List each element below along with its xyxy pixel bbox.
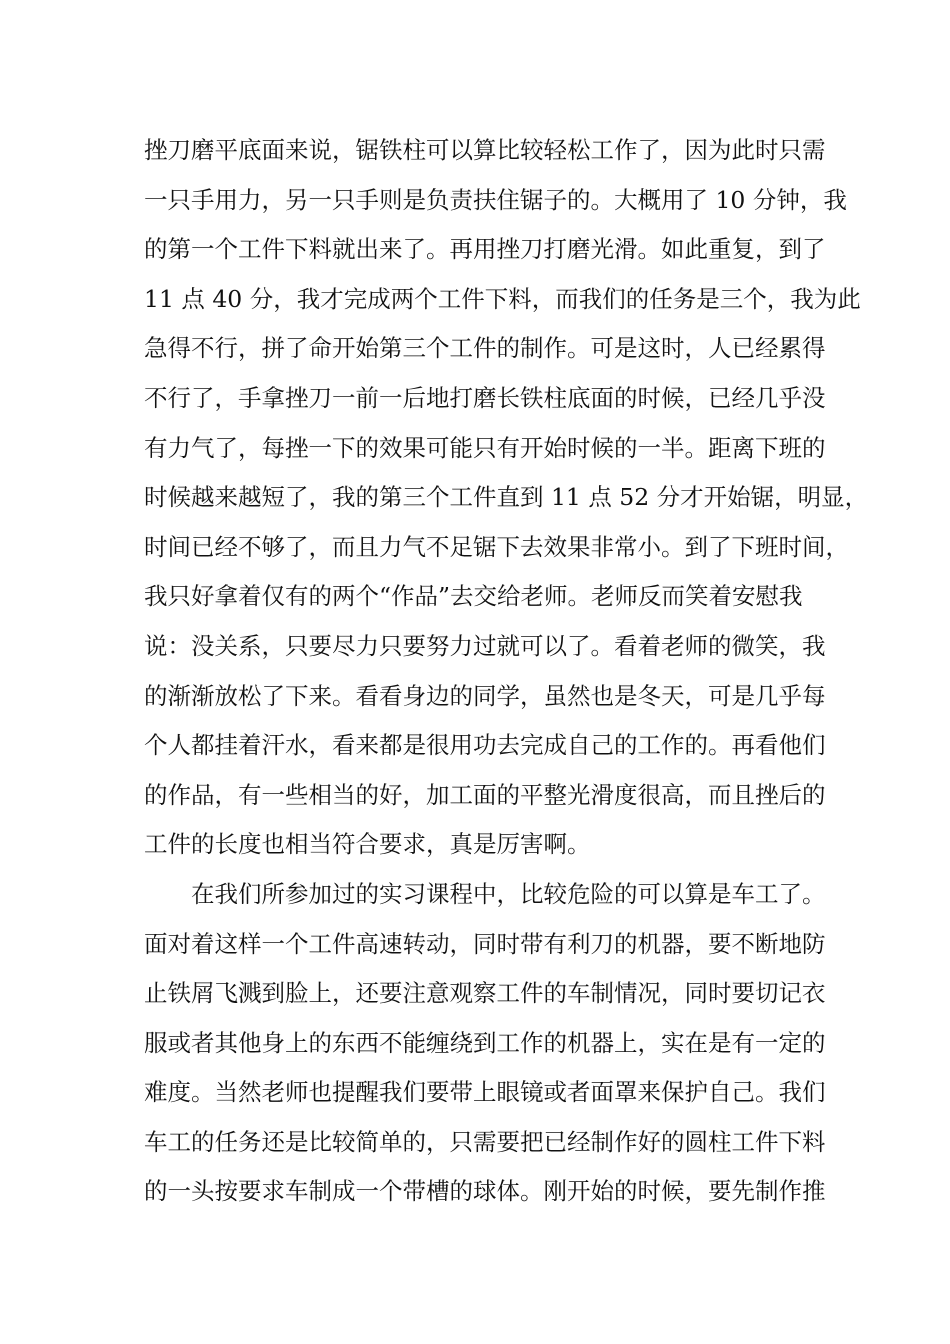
text-line: 我只好拿着仅有的两个“作品”去交给老师。老师反而笑着安慰我 — [144, 582, 803, 611]
text-line: 11 点 40 分，我才完成两个工件下料，而我们的任务是三个，我为此 — [144, 284, 861, 313]
text-line: 时间已经不够了，而且力气不足锯下去效果非常小。到了下班时间， — [144, 532, 849, 561]
text-line: 时候越来越短了，我的第三个工件直到 11 点 52 分才开始锯，明显， — [144, 483, 869, 512]
text-line: 的渐渐放松了下来。看看身边的同学，虽然也是冬天，可是几乎每 — [144, 681, 826, 710]
text-line: 急得不行，拼了命开始第三个工件的制作。可是这时，人已经累得 — [144, 334, 826, 363]
text-line: 说：没关系，只要尽力只要努力过就可以了。看着老师的微笑，我 — [144, 631, 826, 660]
text-line: 车工的任务还是比较简单的，只需要把已经制作好的圆柱工件下料 — [144, 1127, 826, 1156]
text-line: 的作品，有一些相当的好，加工面的平整光滑度很高，而且挫后的 — [144, 780, 826, 809]
text-line: 不行了，手拿挫刀一前一后地打磨长铁柱底面的时候，已经几乎没 — [144, 383, 826, 412]
text-line: 的一头按要求车制成一个带槽的球体。刚开始的时候，要先制作推 — [144, 1177, 826, 1206]
text-line: 的第一个工件下料就出来了。再用挫刀打磨光滑。如此重复，到了 — [144, 235, 826, 264]
body-text — [144, 126, 869, 1217]
text-line: 个人都挂着汗水，看来都是很用功去完成自己的工作的。再看他们 — [144, 731, 826, 760]
text-line: 挫刀磨平底面来说，锯铁柱可以算比较轻松工作了，因为此时只需 — [144, 136, 826, 164]
text-line: 服或者其他身上的东西不能缠绕到工作的机器上，实在是有一定的 — [144, 1028, 826, 1057]
text-line: 面对着这样一个工件高速转动，同时带有利刀的机器，要不断地防 — [144, 929, 826, 958]
paragraph-first-line: 在我们所参加过的实习课程中，比较危险的可以算是车工了。 — [191, 879, 826, 908]
text-line: 止铁屑飞溅到脸上，还要注意观察工件的车制情况，同时要切记衣 — [144, 979, 826, 1008]
text-line: 一只手用力，另一只手则是负责扶住锯子的。大概用了 10 分钟，我 — [144, 185, 847, 214]
text-line: 难度。当然老师也提醒我们要带上眼镜或者面罩来保护自己。我们 — [144, 1078, 826, 1107]
text-line: 有力气了，每挫一下的效果可能只有开始时候的一半。距离下班的 — [144, 433, 826, 462]
text-line: 工件的长度也相当符合要求，真是厉害啊。 — [144, 830, 591, 859]
